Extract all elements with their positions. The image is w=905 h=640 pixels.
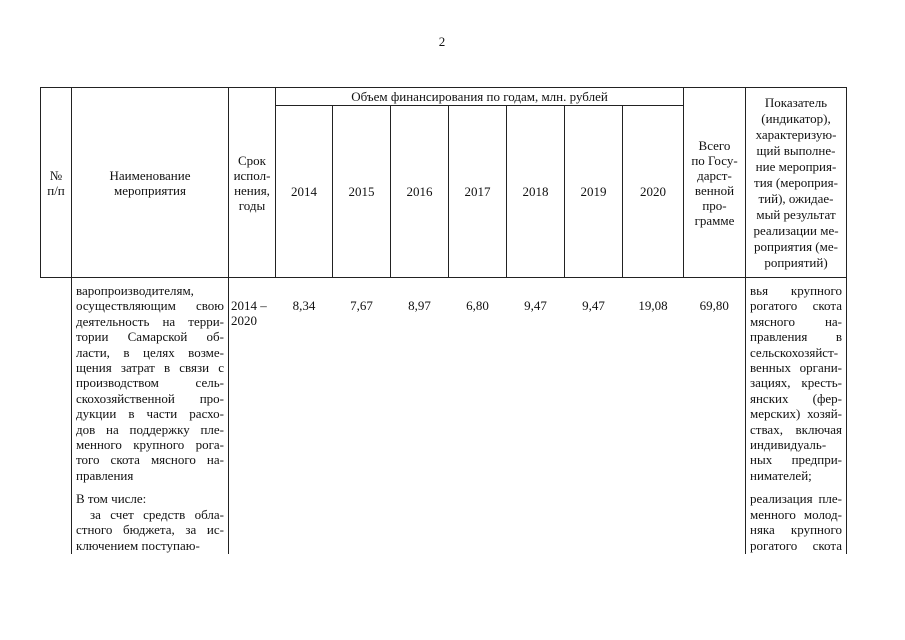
measure-name-line: дукции в части расхо- [76, 406, 224, 422]
measure-name-line: тории Самарской об- [76, 329, 224, 345]
value-2020: 19,08 [638, 297, 668, 313]
page-number: 2 [438, 34, 446, 49]
indicator-line: мерских) хозяй- [750, 406, 842, 422]
body-term-cell [229, 278, 276, 298]
value-2016: 8,97 [408, 297, 431, 313]
funding-source-line: ключением поступаю- [76, 537, 200, 553]
header-name: Наименование мероприятия [72, 88, 229, 278]
measure-name-line: деятельность на терри- [76, 313, 224, 329]
body-indicator-cell [746, 278, 847, 554]
measure-name-line: правления [76, 467, 134, 483]
indicator-line: рогатого скота [750, 537, 842, 553]
measure-name-line: щения затрат в связи с [76, 360, 224, 376]
indicator-text [747, 279, 845, 553]
header-year: 2015 [333, 106, 391, 278]
header-indicator: Показатель (индикатор), характеризую- щий выполне- ние мероприя- тия (мероприя- тий), ожидае- мый результат реализации ме- роприятия (ме- роприятий) [746, 88, 847, 278]
indicator-line: ствах, включая [750, 421, 842, 437]
indicator-line: янских (фер- [750, 390, 842, 406]
indicator-line: правления в [750, 329, 842, 345]
value-2014: 8,34 [292, 297, 316, 313]
indicator-line: няка крупного [750, 522, 842, 538]
indicator-line: индивидуаль- [750, 437, 827, 453]
header-year: 2017 [449, 106, 507, 278]
header-num: № п/п [41, 88, 72, 278]
measure-name-text [73, 279, 227, 553]
header-year: 2016 [391, 106, 449, 278]
value-2015: 7,67 [350, 297, 373, 313]
measure-name-line: дов на поддержку пле- [76, 421, 224, 437]
value-2019: 9,47 [582, 297, 605, 313]
header-year: 2018 [507, 106, 565, 278]
indicator-line: нимателей; [750, 467, 812, 483]
measure-name-line: варопроизводителям, [76, 283, 194, 298]
value-2018: 9,47 [524, 297, 547, 313]
body-values-gap [276, 278, 746, 298]
header-term: Срок испол- нения, годы [229, 88, 276, 278]
body-num-cell [41, 278, 72, 298]
header-total: Всего по Госу- дарст- венной про- грамме [684, 88, 746, 278]
measure-name-line: ласти, в целях возме- [76, 344, 224, 360]
subhead-label: В том числе: [76, 491, 147, 507]
measure-name-line: производством сель- [76, 375, 224, 391]
header-year: 2014 [276, 106, 333, 278]
value-2017: 6,80 [466, 297, 489, 313]
value-total: 69,80 [699, 297, 729, 313]
indicator-line: вья крупного [750, 283, 842, 298]
measure-name-line: осуществляющим свою [76, 298, 224, 314]
indicator-line: менного молод- [750, 506, 842, 522]
indicator-line: рогатого скота [750, 298, 842, 314]
funding-source-line: за счет средств обла- [90, 506, 224, 522]
indicator-line: зациях, кресть- [750, 375, 842, 391]
funding-source-line: стного бюджета, за ис- [76, 522, 224, 538]
indicator-line: венных органи- [750, 360, 842, 376]
indicator-line: сельскохозяйст- [750, 344, 839, 360]
funding-table [40, 87, 847, 554]
header-funding-group: Объем финансирования по годам, млн. рублей [276, 88, 684, 106]
term-value: 2014 – 2020 [231, 297, 267, 329]
header-year: 2019 [565, 106, 623, 278]
measure-name-line: менного крупного рога- [76, 437, 224, 453]
indicator-line: реализация пле- [750, 491, 842, 507]
indicator-line: ных предпри- [750, 452, 842, 468]
body-name-cell [72, 278, 229, 554]
indicator-line: мясного на- [750, 313, 842, 329]
measure-name-line: того скота мясного на- [76, 452, 224, 468]
measure-name-line: скохозяйственной про- [76, 390, 224, 406]
header-year: 2020 [623, 106, 684, 278]
